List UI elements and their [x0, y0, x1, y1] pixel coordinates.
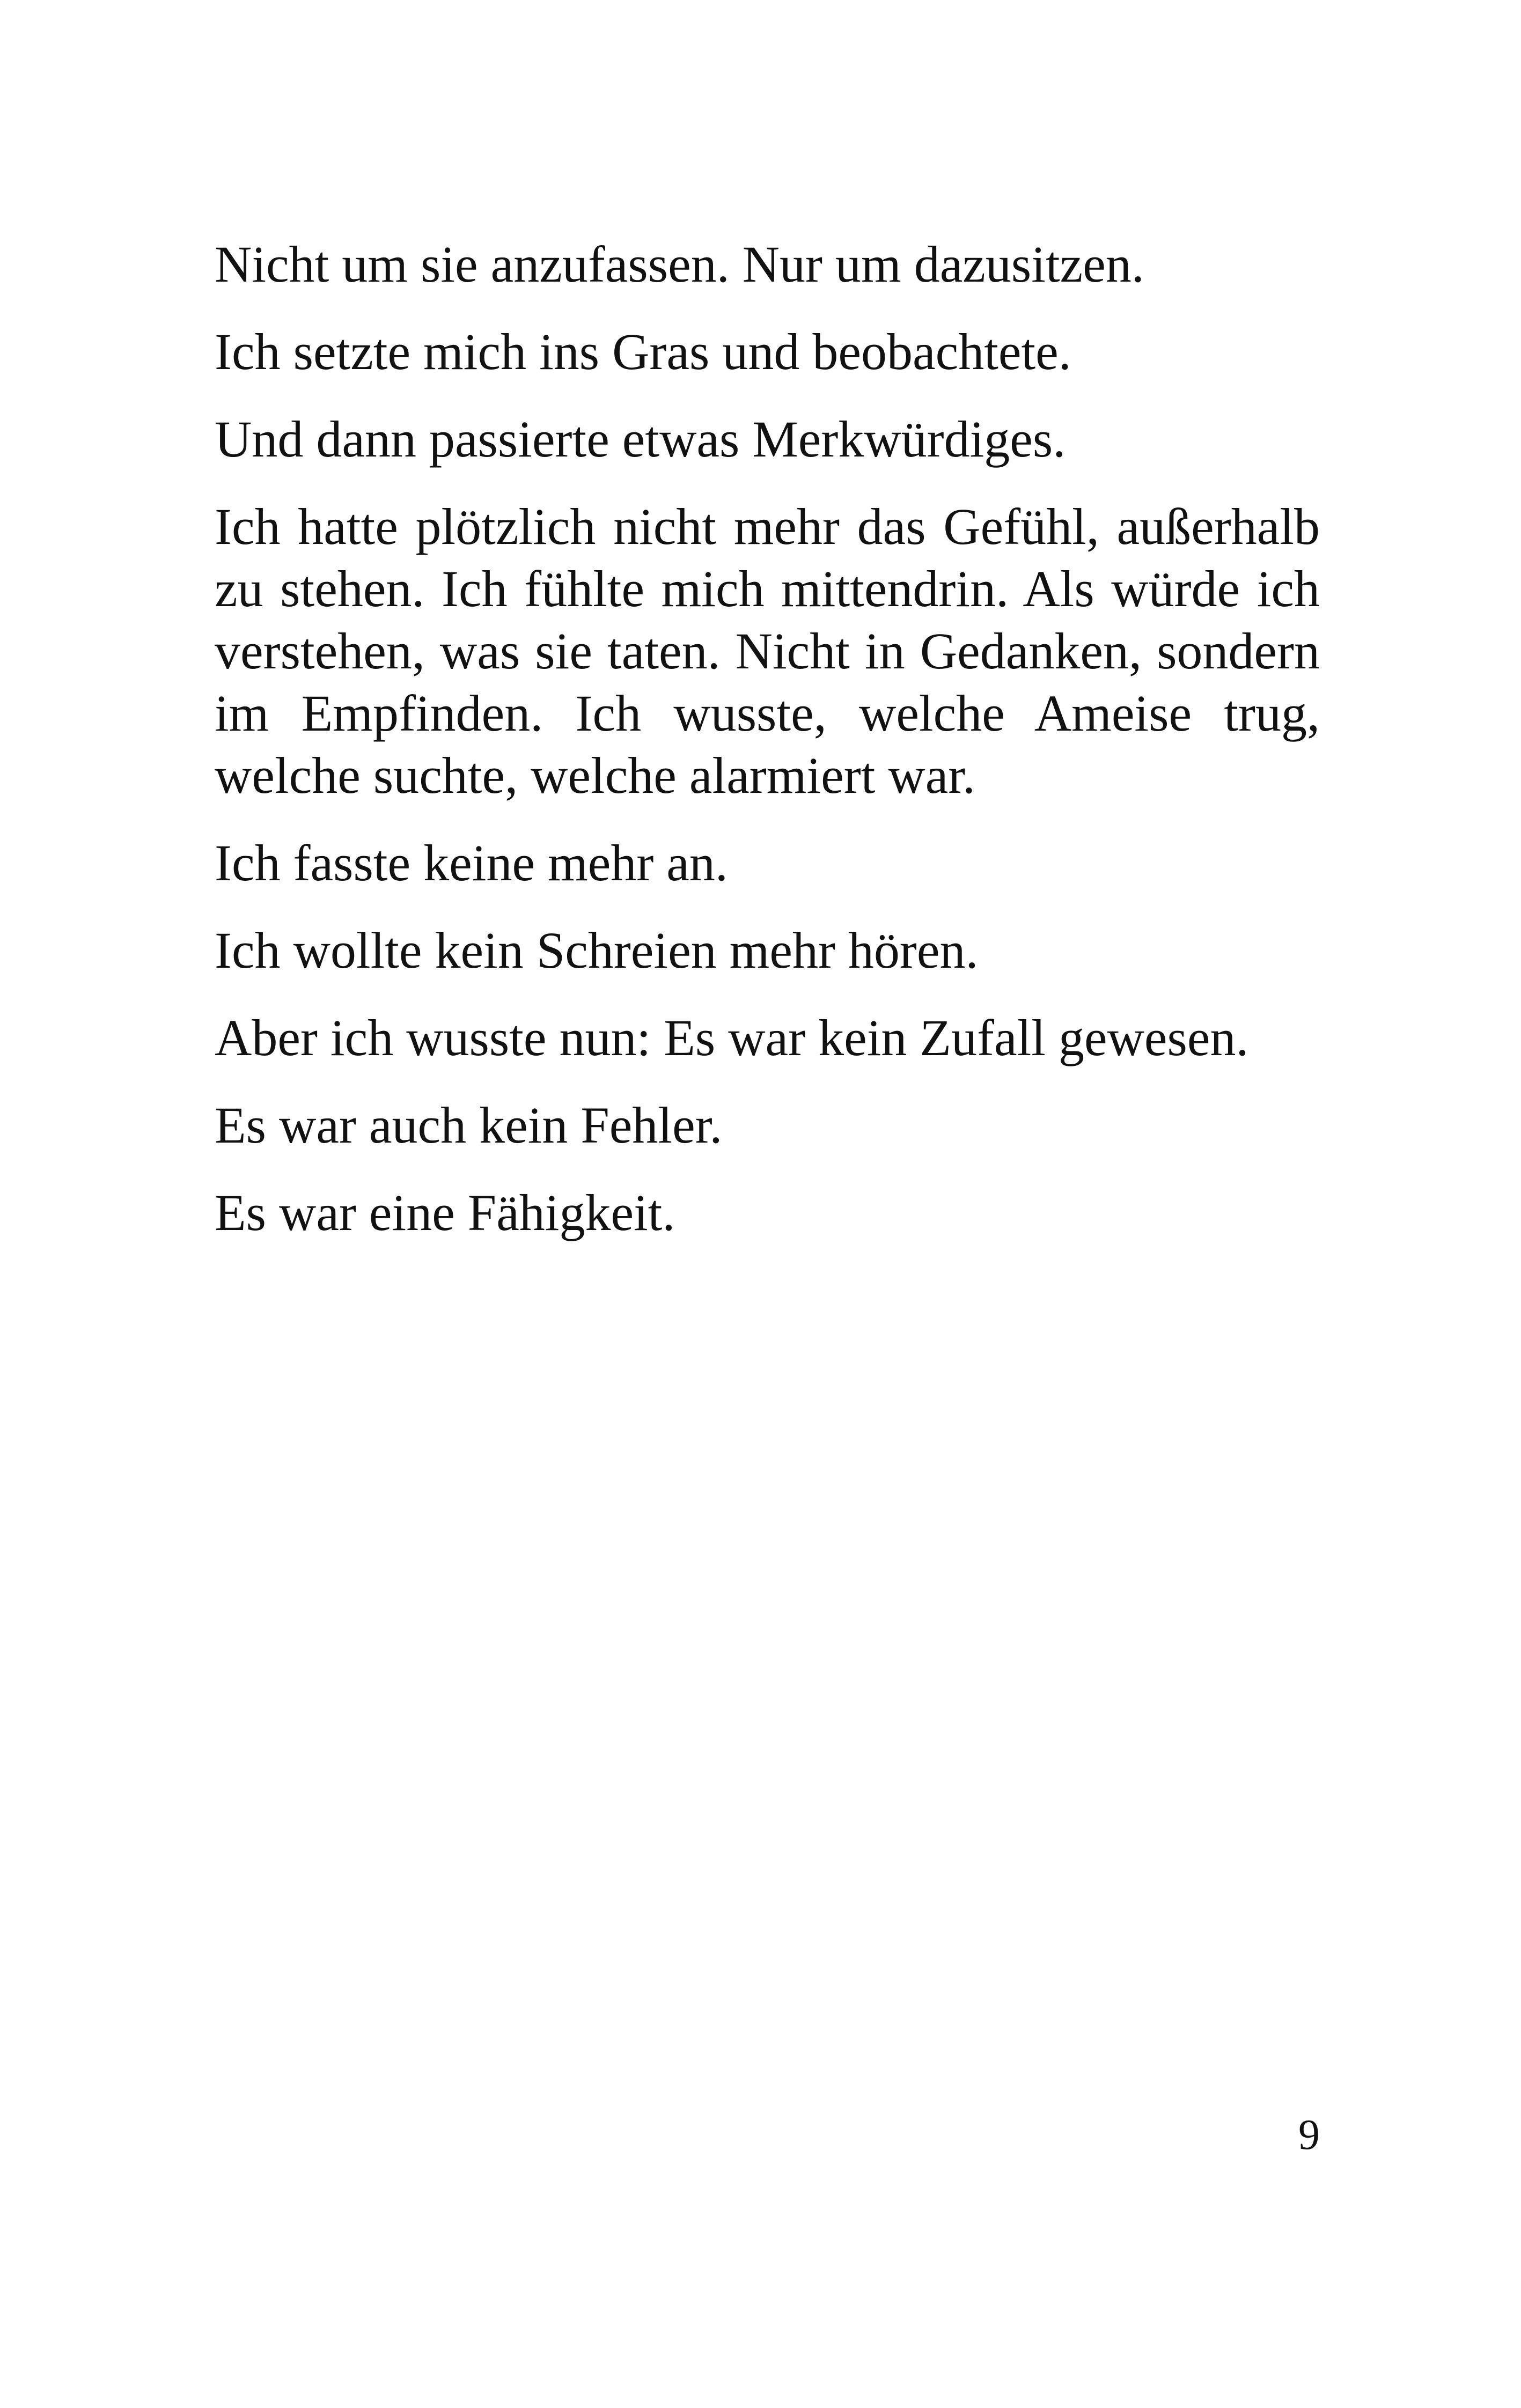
paragraph: Ich fasste keine mehr an. — [215, 834, 728, 892]
paragraph: Ich hatte plötzlich nicht mehr das Gefühl, außerhalb zu stehen. Ich fühlte mich mittendrin. Als würde ich verstehen, was sie taten. Nicht in Gedanken, sondern im Empfinden. Ich wusste, welche Ameise trug, welche suchte, welche alarmiert war. — [215, 498, 1320, 804]
paragraph: Es war eine Fähigkeit. — [215, 1184, 675, 1241]
paragraph: Nicht um sie anzufassen. Nur um dazusitzen. — [215, 235, 1144, 293]
paragraph: Ich setzte mich ins Gras und beobachtete. — [215, 323, 1071, 380]
paragraph: Und dann passierte etwas Merkwürdiges. — [215, 410, 1066, 468]
paragraph: Ich wollte kein Schreien mehr hören. — [215, 922, 979, 979]
page-number: 9 — [1298, 2111, 1320, 2159]
paragraph: Aber ich wusste nun: Es war kein Zufall gewesen. — [215, 1009, 1249, 1066]
paragraph: Es war auch kein Fehler. — [215, 1096, 723, 1154]
body-text — [215, 233, 1320, 1269]
